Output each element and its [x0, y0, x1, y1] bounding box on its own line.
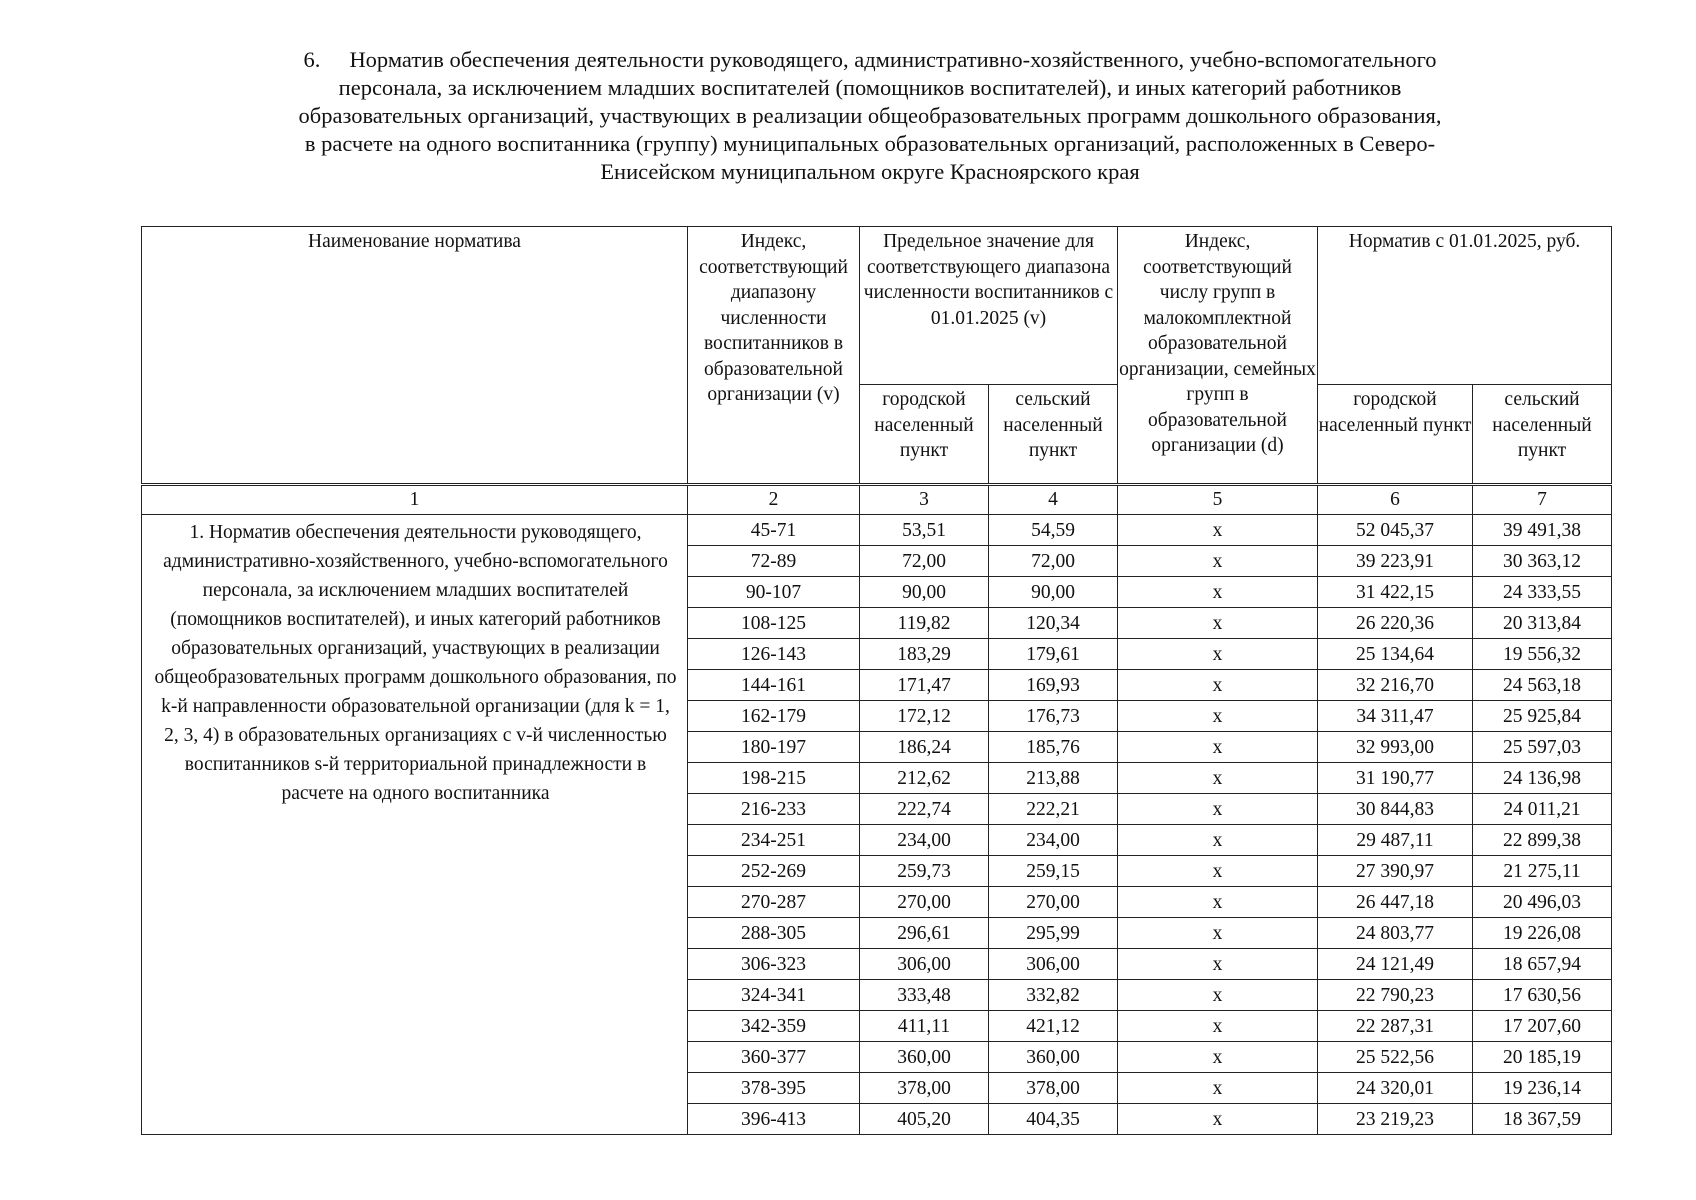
cell-range: 306-323 — [688, 949, 860, 980]
cell-norm-urban: 32 993,00 — [1318, 732, 1473, 763]
cell-norm-rural: 20 496,03 — [1473, 887, 1612, 918]
cell-norm-urban: 31 422,15 — [1318, 577, 1473, 608]
cell-limit-urban: 405,20 — [860, 1104, 989, 1135]
cell-limit-rural: 179,61 — [989, 639, 1118, 670]
section-number: 6. — [303, 47, 321, 72]
cell-limit-urban: 222,74 — [860, 794, 989, 825]
header-limit-rural: сельский населенный пункт — [989, 385, 1118, 485]
column-number: 2 — [688, 485, 860, 515]
cell-norm-urban: 34 311,47 — [1318, 701, 1473, 732]
cell-norm-urban: 26 220,36 — [1318, 608, 1473, 639]
cell-range: 378-395 — [688, 1073, 860, 1104]
column-number-row — [142, 485, 1612, 515]
cell-limit-urban: 411,11 — [860, 1011, 989, 1042]
cell-range: 162-179 — [688, 701, 860, 732]
cell-limit-urban: 360,00 — [860, 1042, 989, 1073]
cell-range: 324-341 — [688, 980, 860, 1011]
cell-norm-rural: 19 236,14 — [1473, 1073, 1612, 1104]
cell-groups: x — [1118, 1073, 1318, 1104]
cell-limit-rural: 54,59 — [989, 515, 1118, 546]
cell-limit-rural: 332,82 — [989, 980, 1118, 1011]
cell-norm-rural: 39 491,38 — [1473, 515, 1612, 546]
header-limit-urban: городской населенный пункт — [860, 385, 989, 485]
header-index-groups: Индекс, соответствующий числу групп в малокомплектной образовательной организации, семейных групп в образовательной организации (d) — [1118, 227, 1318, 485]
cell-groups: x — [1118, 1104, 1318, 1135]
cell-range: 252-269 — [688, 856, 860, 887]
header-norm: Норматив с 01.01.2025, руб. — [1318, 227, 1612, 385]
cell-limit-rural: 72,00 — [989, 546, 1118, 577]
cell-groups: x — [1118, 732, 1318, 763]
cell-limit-rural: 306,00 — [989, 949, 1118, 980]
table-row — [142, 515, 1612, 546]
cell-norm-rural: 25 925,84 — [1473, 701, 1612, 732]
cell-norm-urban: 27 390,97 — [1318, 856, 1473, 887]
cell-limit-urban: 234,00 — [860, 825, 989, 856]
cell-norm-rural: 24 333,55 — [1473, 577, 1612, 608]
cell-norm-urban: 52 045,37 — [1318, 515, 1473, 546]
cell-groups: x — [1118, 856, 1318, 887]
cell-limit-rural: 421,12 — [989, 1011, 1118, 1042]
cell-limit-urban: 119,82 — [860, 608, 989, 639]
cell-limit-rural: 404,35 — [989, 1104, 1118, 1135]
cell-limit-urban: 306,00 — [860, 949, 989, 980]
cell-norm-rural: 20 185,19 — [1473, 1042, 1612, 1073]
header-index-range: Индекс, соответствующий диапазону численности воспитанников в образовательной организации (v) — [688, 227, 860, 485]
cell-norm-urban: 26 447,18 — [1318, 887, 1473, 918]
cell-groups: x — [1118, 763, 1318, 794]
cell-groups: x — [1118, 546, 1318, 577]
cell-norm-urban: 32 216,70 — [1318, 670, 1473, 701]
cell-groups: x — [1118, 980, 1318, 1011]
cell-limit-urban: 172,12 — [860, 701, 989, 732]
norm-table — [141, 226, 1612, 1135]
cell-limit-rural: 259,15 — [989, 856, 1118, 887]
cell-norm-urban: 25 522,56 — [1318, 1042, 1473, 1073]
header-name: Наименование норматива — [142, 227, 688, 485]
cell-norm-urban: 22 287,31 — [1318, 1011, 1473, 1042]
cell-norm-rural: 21 275,11 — [1473, 856, 1612, 887]
cell-limit-rural: 169,93 — [989, 670, 1118, 701]
cell-limit-urban: 296,61 — [860, 918, 989, 949]
cell-limit-urban: 72,00 — [860, 546, 989, 577]
cell-norm-rural: 22 899,38 — [1473, 825, 1612, 856]
cell-range: 288-305 — [688, 918, 860, 949]
cell-limit-rural: 222,21 — [989, 794, 1118, 825]
cell-groups: x — [1118, 825, 1318, 856]
column-number: 1 — [142, 485, 688, 515]
cell-range: 108-125 — [688, 608, 860, 639]
column-number: 3 — [860, 485, 989, 515]
cell-limit-urban: 53,51 — [860, 515, 989, 546]
column-number: 4 — [989, 485, 1118, 515]
cell-norm-urban: 39 223,91 — [1318, 546, 1473, 577]
header-limit: Предельное значение для соответствующего диапазона численности воспитанников с 01.01.2025 (v) — [860, 227, 1118, 385]
cell-norm-urban: 31 190,77 — [1318, 763, 1473, 794]
title-line-3: образовательных организаций, участвующих в реализации общеобразовательных программ дошкольного образования, — [298, 103, 1442, 128]
cell-norm-rural: 17 207,60 — [1473, 1011, 1612, 1042]
cell-norm-rural: 24 136,98 — [1473, 763, 1612, 794]
cell-groups: x — [1118, 670, 1318, 701]
cell-norm-rural: 20 313,84 — [1473, 608, 1612, 639]
cell-groups: x — [1118, 639, 1318, 670]
cell-limit-urban: 378,00 — [860, 1073, 989, 1104]
cell-range: 126-143 — [688, 639, 860, 670]
header-norm-urban: городской населенный пункт — [1318, 385, 1473, 485]
cell-norm-urban: 29 487,11 — [1318, 825, 1473, 856]
cell-range: 270-287 — [688, 887, 860, 918]
cell-range: 90-107 — [688, 577, 860, 608]
cell-norm-rural: 24 011,21 — [1473, 794, 1612, 825]
cell-limit-urban: 171,47 — [860, 670, 989, 701]
title-line-2: персонала, за исключением младших воспитателей (помощников воспитателей), и иных категорий работников — [338, 75, 1402, 100]
cell-limit-rural: 185,76 — [989, 732, 1118, 763]
cell-range: 396-413 — [688, 1104, 860, 1135]
cell-limit-urban: 90,00 — [860, 577, 989, 608]
cell-norm-urban: 24 803,77 — [1318, 918, 1473, 949]
cell-limit-urban: 270,00 — [860, 887, 989, 918]
cell-norm-urban: 24 121,49 — [1318, 949, 1473, 980]
table-body — [142, 515, 1612, 1135]
cell-norm-urban: 22 790,23 — [1318, 980, 1473, 1011]
title-line-1: 6. Норматив обеспечения деятельности руководящего, административно-хозяйственного, учебно-вспомогательного — [303, 47, 1437, 72]
cell-limit-urban: 183,29 — [860, 639, 989, 670]
cell-groups: x — [1118, 1011, 1318, 1042]
cell-groups: x — [1118, 608, 1318, 639]
cell-norm-rural: 18 657,94 — [1473, 949, 1612, 980]
column-number: 7 — [1473, 485, 1612, 515]
cell-groups: x — [1118, 918, 1318, 949]
cell-groups: x — [1118, 887, 1318, 918]
cell-limit-urban: 212,62 — [860, 763, 989, 794]
cell-norm-urban: 23 219,23 — [1318, 1104, 1473, 1135]
cell-limit-rural: 234,00 — [989, 825, 1118, 856]
title-line-5: Енисейском муниципальном округе Красноярского края — [600, 159, 1140, 184]
cell-range: 216-233 — [688, 794, 860, 825]
cell-range: 72-89 — [688, 546, 860, 577]
cell-limit-rural: 120,34 — [989, 608, 1118, 639]
cell-limit-urban: 186,24 — [860, 732, 989, 763]
cell-range: 342-359 — [688, 1011, 860, 1042]
cell-groups: x — [1118, 515, 1318, 546]
cell-range: 180-197 — [688, 732, 860, 763]
cell-limit-rural: 270,00 — [989, 887, 1118, 918]
cell-norm-rural: 24 563,18 — [1473, 670, 1612, 701]
cell-norm-rural: 25 597,03 — [1473, 732, 1612, 763]
cell-groups: x — [1118, 1042, 1318, 1073]
column-number: 6 — [1318, 485, 1473, 515]
cell-norm-rural: 19 556,32 — [1473, 639, 1612, 670]
cell-range: 360-377 — [688, 1042, 860, 1073]
column-number: 5 — [1118, 485, 1318, 515]
cell-limit-urban: 333,48 — [860, 980, 989, 1011]
cell-limit-rural: 295,99 — [989, 918, 1118, 949]
cell-norm-urban: 30 844,83 — [1318, 794, 1473, 825]
cell-limit-rural: 213,88 — [989, 763, 1118, 794]
cell-limit-rural: 378,00 — [989, 1073, 1118, 1104]
cell-norm-urban: 25 134,64 — [1318, 639, 1473, 670]
cell-norm-urban: 24 320,01 — [1318, 1073, 1473, 1104]
cell-range: 234-251 — [688, 825, 860, 856]
cell-range: 45-71 — [688, 515, 860, 546]
cell-norm-rural: 18 367,59 — [1473, 1104, 1612, 1135]
norm-description: 1. Норматив обеспечения деятельности руководящего, административно-хозяйственного, учебно-вспомогательного персонала, за исключением младших воспитателей (помощников воспитателей), и иных категорий работников образовательных организаций, участвующих в реализации общеобразовательных программ дошкольного образования, по k-й направленности образовательной организации (для k = 1, 2, 3, 4) в образовательных организациях с v-й численностью воспитанников s-й территориальной принадлежности в расчете на одного воспитанника — [142, 515, 688, 1135]
cell-groups: x — [1118, 794, 1318, 825]
cell-groups: x — [1118, 577, 1318, 608]
cell-limit-rural: 360,00 — [989, 1042, 1118, 1073]
cell-range: 198-215 — [688, 763, 860, 794]
cell-norm-rural: 19 226,08 — [1473, 918, 1612, 949]
cell-norm-rural: 30 363,12 — [1473, 546, 1612, 577]
document-title — [140, 46, 1600, 186]
cell-norm-rural: 17 630,56 — [1473, 980, 1612, 1011]
cell-limit-rural: 176,73 — [989, 701, 1118, 732]
cell-range: 144-161 — [688, 670, 860, 701]
cell-limit-rural: 90,00 — [989, 577, 1118, 608]
cell-groups: x — [1118, 701, 1318, 732]
cell-groups: x — [1118, 949, 1318, 980]
title-line-4: в расчете на одного воспитанника (группу) муниципальных образовательных организаций, расположенных в Северо- — [304, 131, 1436, 156]
header-norm-rural: сельский населенный пункт — [1473, 385, 1612, 485]
cell-limit-urban: 259,73 — [860, 856, 989, 887]
